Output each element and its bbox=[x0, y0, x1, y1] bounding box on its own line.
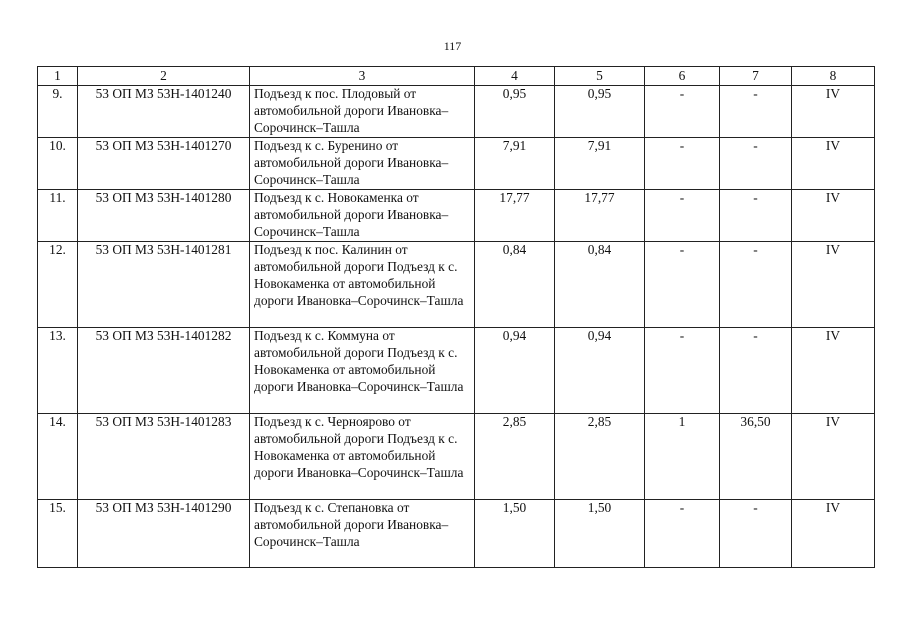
cell-col-6: - bbox=[645, 190, 720, 242]
cell-col-4: 2,85 bbox=[475, 414, 555, 500]
road-name: Подъезд к с. Черноярово от автомобильной дороги Подъезд к с. Новокаменка от автомобильной дороги Ивановка–Сорочинск–Ташла bbox=[250, 414, 475, 500]
header-col-1: 1 bbox=[38, 67, 78, 86]
road-code: 53 ОП МЗ 53Н-1401280 bbox=[78, 190, 250, 242]
cell-col-8: IV bbox=[792, 328, 875, 414]
cell-col-6: - bbox=[645, 86, 720, 138]
cell-col-8: IV bbox=[792, 190, 875, 242]
road-name: Подъезд к с. Коммуна от автомобильной дороги Подъезд к с. Новокаменка от автомобильной дороги Ивановка–Сорочинск–Ташла bbox=[250, 328, 475, 414]
cell-col-6: - bbox=[645, 138, 720, 190]
cell-col-7: - bbox=[720, 86, 792, 138]
cell-col-5: 0,84 bbox=[555, 242, 645, 328]
table-row bbox=[38, 86, 875, 138]
cell-col-4: 0,95 bbox=[475, 86, 555, 138]
header-col-6: 6 bbox=[645, 67, 720, 86]
row-number: 9. bbox=[38, 86, 78, 138]
road-name: Подъезд к с. Новокаменка от автомобильной дороги Ивановка–Сорочинск–Ташла bbox=[250, 190, 475, 242]
cell-col-5: 2,85 bbox=[555, 414, 645, 500]
road-name: Подъезд к пос. Калинин от автомобильной дороги Подъезд к с. Новокаменка от автомобильной дороги Ивановка–Сорочинск–Ташла bbox=[250, 242, 475, 328]
header-col-5: 5 bbox=[555, 67, 645, 86]
road-name: Подъезд к пос. Плодовый от автомобильной дороги Ивановка–Сорочинск–Ташла bbox=[250, 86, 475, 138]
header-col-7: 7 bbox=[720, 67, 792, 86]
cell-col-6: - bbox=[645, 328, 720, 414]
cell-col-4: 0,94 bbox=[475, 328, 555, 414]
cell-col-7: - bbox=[720, 500, 792, 568]
row-number: 15. bbox=[38, 500, 78, 568]
road-name: Подъезд к с. Степановка от автомобильной дороги Ивановка–Сорочинск–Ташла bbox=[250, 500, 475, 568]
row-number: 14. bbox=[38, 414, 78, 500]
table-row bbox=[38, 242, 875, 328]
roads-table bbox=[37, 66, 875, 568]
cell-col-7: - bbox=[720, 242, 792, 328]
cell-col-8: IV bbox=[792, 138, 875, 190]
header-col-2: 2 bbox=[78, 67, 250, 86]
table-row bbox=[38, 328, 875, 414]
cell-col-7: - bbox=[720, 138, 792, 190]
cell-col-5: 0,95 bbox=[555, 86, 645, 138]
row-number: 12. bbox=[38, 242, 78, 328]
road-code: 53 ОП МЗ 53Н-1401290 bbox=[78, 500, 250, 568]
cell-col-8: IV bbox=[792, 242, 875, 328]
cell-col-8: IV bbox=[792, 86, 875, 138]
row-number: 10. bbox=[38, 138, 78, 190]
table-row bbox=[38, 414, 875, 500]
cell-col-4: 0,84 bbox=[475, 242, 555, 328]
cell-col-6: 1 bbox=[645, 414, 720, 500]
cell-col-4: 7,91 bbox=[475, 138, 555, 190]
cell-col-4: 17,77 bbox=[475, 190, 555, 242]
header-col-4: 4 bbox=[475, 67, 555, 86]
cell-col-8: IV bbox=[792, 414, 875, 500]
cell-col-7: - bbox=[720, 328, 792, 414]
table-row bbox=[38, 190, 875, 242]
table-header-row bbox=[38, 67, 875, 86]
road-code: 53 ОП МЗ 53Н-1401283 bbox=[78, 414, 250, 500]
road-code: 53 ОП МЗ 53Н-1401282 bbox=[78, 328, 250, 414]
cell-col-8: IV bbox=[792, 500, 875, 568]
road-code: 53 ОП МЗ 53Н-1401270 bbox=[78, 138, 250, 190]
road-name: Подъезд к с. Буренино от автомобильной дороги Ивановка–Сорочинск–Ташла bbox=[250, 138, 475, 190]
header-col-3: 3 bbox=[250, 67, 475, 86]
cell-col-5: 17,77 bbox=[555, 190, 645, 242]
cell-col-5: 7,91 bbox=[555, 138, 645, 190]
cell-col-5: 1,50 bbox=[555, 500, 645, 568]
table-row bbox=[38, 500, 875, 568]
cell-col-6: - bbox=[645, 242, 720, 328]
cell-col-5: 0,94 bbox=[555, 328, 645, 414]
road-code: 53 ОП МЗ 53Н-1401281 bbox=[78, 242, 250, 328]
header-col-8: 8 bbox=[792, 67, 875, 86]
row-number: 11. bbox=[38, 190, 78, 242]
row-number: 13. bbox=[38, 328, 78, 414]
cell-col-6: - bbox=[645, 500, 720, 568]
cell-col-7: - bbox=[720, 190, 792, 242]
table-row bbox=[38, 138, 875, 190]
page-number: 117 bbox=[443, 39, 462, 53]
cell-col-4: 1,50 bbox=[475, 500, 555, 568]
cell-col-7: 36,50 bbox=[720, 414, 792, 500]
road-code: 53 ОП МЗ 53Н-1401240 bbox=[78, 86, 250, 138]
